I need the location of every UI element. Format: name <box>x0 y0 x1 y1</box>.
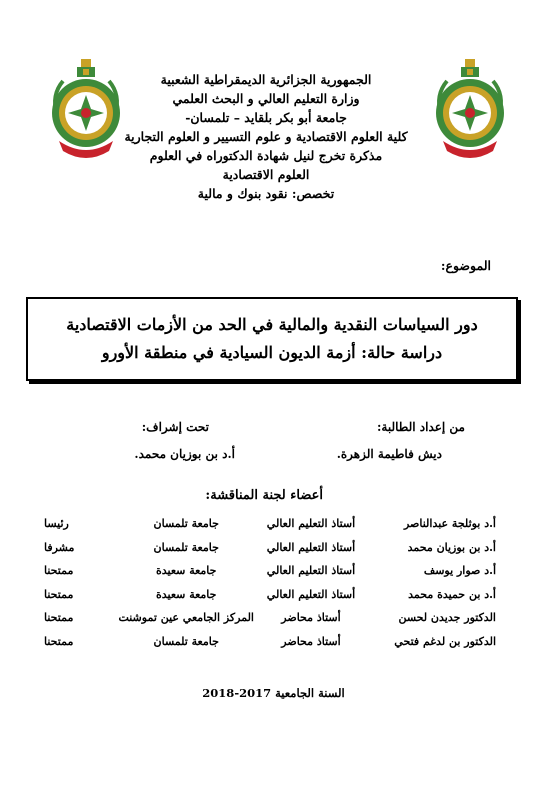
jury-member-institution: جامعة سعيدة <box>155 587 217 601</box>
jury-title: أعضاء لجنة المناقشة: <box>205 488 323 503</box>
header-faculty: كلية العلوم الاقتصادية و علوم التسيير و العلوم التجارية <box>124 129 408 144</box>
subject-label: الموضوع: <box>440 258 491 273</box>
jury-member-grade: أستاذ محاضر <box>281 611 341 625</box>
student-name: ديش فاطيمة الزهرة. <box>336 447 442 461</box>
table-row <box>44 630 496 654</box>
jury-member-institution: المركز الجامعي عين تموشنت <box>118 611 254 625</box>
jury-member-name: أ.د بن بوزيان محمد <box>407 540 496 554</box>
supervisor-name: أ.د بن بوزيان محمد. <box>134 447 235 461</box>
header-specialty: تخصص: نقود بنوك و مالية <box>197 186 335 201</box>
jury-member-institution: جامعة تلمسان <box>153 517 219 531</box>
jury-member-role: مشرفا <box>44 540 75 554</box>
jury-member-name: أ.د بن حميدة محمد <box>408 587 496 601</box>
jury-member-name: الدكتور جديدن لحسن <box>398 611 496 625</box>
header-degree: مذكرة تخرج لنيل شهادة الدكتوراه في العلوم <box>149 148 383 163</box>
prepared-by-label: من إعداد الطالبة: <box>376 420 465 434</box>
header-field: العلوم الاقتصادية <box>222 167 310 182</box>
thesis-title-line1: دور السياسات النقدية والمالية في الحد من الأزمات الاقتصادية <box>66 315 478 334</box>
jury-member-institution: جامعة تلمسان <box>153 634 219 648</box>
table-row <box>44 536 496 560</box>
table-row <box>44 512 496 536</box>
thesis-title-box <box>26 297 518 381</box>
jury-member-name: أ.د بوثلجة عبدالناصر <box>403 517 496 531</box>
jury-member-role: ممتحنا <box>44 587 74 601</box>
jury-member-grade: أستاذ محاضر <box>281 634 341 648</box>
jury-member-grade: أستاذ التعليم العالي <box>266 517 356 531</box>
table-row <box>44 583 496 607</box>
header-republic: الجمهورية الجزائرية الديمقراطية الشعبية <box>160 72 372 87</box>
jury-member-grade: أستاذ التعليم العالي <box>266 564 356 578</box>
jury-member-institution: جامعة تلمسان <box>153 540 219 554</box>
jury-member-role: رئيسا <box>44 517 69 531</box>
jury-member-grade: أستاذ التعليم العالي <box>266 540 356 554</box>
header-ministry: وزارة التعليم العالي و البحث العلمي <box>172 91 360 106</box>
header-university: جامعة أبو بكر بلقايد – تلمسان- <box>185 110 347 125</box>
jury-table <box>44 512 496 653</box>
jury-member-name: الدكتور بن لدغم فتحي <box>394 634 496 648</box>
jury-member-name: أ.د صوار يوسف <box>423 564 496 578</box>
jury-member-role: ممتحنا <box>44 634 74 648</box>
thesis-title-line2: دراسة حالة: أزمة الديون السيادية في منطقة الأورو <box>101 343 443 362</box>
table-row <box>44 559 496 583</box>
jury-member-role: ممتحنا <box>44 564 74 578</box>
table-row <box>44 606 496 630</box>
university-seal-icon <box>431 55 509 161</box>
academic-year: السنة الجامعية 2017-2018 <box>202 686 345 700</box>
jury-member-grade: أستاذ التعليم العالي <box>266 587 356 601</box>
jury-member-institution: جامعة سعيدة <box>155 564 217 578</box>
jury-member-role: ممتحنا <box>44 611 74 625</box>
institution-header <box>110 70 422 203</box>
supervision-label: تحت إشراف: <box>141 420 209 434</box>
university-seal-right <box>431 55 509 161</box>
